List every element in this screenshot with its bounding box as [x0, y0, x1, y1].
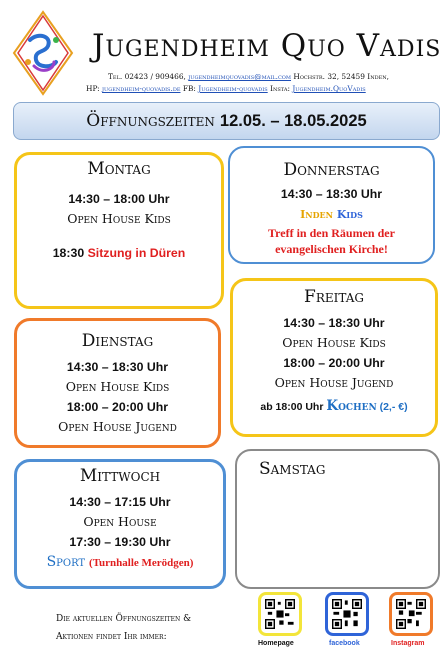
event-name: Open House Kids — [282, 335, 386, 350]
time-slot: 14:30 – 18:30 Uhr — [283, 316, 385, 330]
note-line: Treff in den Räumen der — [268, 226, 395, 240]
event-name — [230, 204, 433, 225]
event-name: Sitzung in Düren — [87, 246, 186, 260]
tel-label: Tel. — [108, 72, 123, 81]
footer-note-line: Aktionen findet Ihr immer: — [56, 632, 167, 642]
instagram-link[interactable]: Jugendheim.QuoVadis — [292, 84, 366, 93]
event-name-part: Inden — [300, 208, 333, 221]
hp-label: HP: — [86, 84, 100, 93]
qr-code-facebook[interactable] — [325, 592, 369, 636]
tel-number: 02423 / 909466, — [124, 72, 186, 81]
time-slot: ab 18:00 Uhr — [260, 401, 324, 413]
event-line — [17, 243, 221, 263]
day-name: Donnerstag — [283, 160, 380, 180]
insta-label: Insta: — [270, 84, 290, 93]
time-slot: 18:00 – 20:00 Uhr — [283, 356, 385, 370]
time-slot: 18:00 – 20:00 Uhr — [66, 400, 169, 414]
event-name: Open House Kids — [67, 211, 171, 226]
day-card-mittwoch — [14, 459, 226, 589]
banner-label: Öffnungszeiten — [86, 111, 215, 131]
qr-code-instagram[interactable] — [389, 592, 433, 636]
contact-line-1 — [108, 72, 389, 81]
note-line: evangelischen Kirche! — [275, 242, 388, 256]
event-name: Open House Jugend — [274, 375, 394, 390]
event-name: Kochen — [326, 398, 377, 414]
opening-hours-banner — [13, 102, 440, 140]
time-slot: 14:30 – 18:30 Uhr — [280, 187, 383, 201]
location: (Turnhalle Merödgen) — [89, 557, 194, 569]
footer-note-line: Die aktuellen Öffnungszeiten & — [56, 614, 192, 624]
day-card-dienstag — [14, 318, 221, 448]
fb-label: FB: — [182, 84, 196, 93]
time-slot: 18:30 — [52, 246, 85, 260]
day-name: Mittwoch — [79, 466, 161, 486]
page-title: Jugendheim Quo Vadis — [92, 28, 442, 64]
event-name: Open House Jugend — [58, 419, 177, 434]
event-name: Sport — [46, 554, 86, 570]
event-name: Open House — [83, 514, 157, 529]
event-name-part: Kids — [336, 208, 363, 221]
facebook-link[interactable]: Jugendheim-quovadis — [198, 84, 268, 93]
event-name: Open House Kids — [65, 379, 170, 394]
event-line — [17, 552, 223, 573]
logo-icon — [12, 10, 74, 96]
qr-label-instagram: Instagram — [391, 640, 425, 647]
qr-code-homepage[interactable] — [258, 592, 302, 636]
time-slot: 14:30 – 17:15 Uhr — [69, 495, 171, 509]
day-card-donnerstag — [228, 146, 435, 264]
contact-line-2 — [86, 84, 366, 93]
address: Hochstr. 32, 52459 Inden, — [293, 72, 389, 81]
qr-code-icon — [332, 599, 362, 629]
day-name: Samstag — [259, 459, 326, 479]
qr-label-homepage: Homepage — [258, 640, 294, 647]
day-name: Freitag — [304, 287, 364, 307]
footer-note — [56, 610, 191, 646]
day-card-freitag — [230, 278, 438, 437]
day-card-montag — [14, 152, 224, 309]
banner-dates: 12.05. – 18.05.2025 — [219, 111, 367, 130]
qr-code-icon — [265, 599, 295, 629]
event-line — [233, 393, 435, 420]
day-card-samstag — [235, 449, 440, 589]
time-slot: 17:30 – 19:30 Uhr — [69, 535, 171, 549]
day-name: Montag — [87, 159, 151, 179]
homepage-link[interactable]: jugendheim-quovadis.de — [102, 84, 181, 93]
time-slot: 14:30 – 18:30 Uhr — [66, 360, 169, 374]
day-name: Dienstag — [81, 331, 154, 351]
qr-label-facebook: facebook — [329, 640, 360, 647]
time-slot: 14:30 – 18:00 Uhr — [68, 192, 170, 206]
price: (2,- €) — [379, 401, 408, 413]
qr-code-icon — [396, 599, 426, 629]
email-link[interactable]: jugendheimquovadis@mail.com — [188, 72, 292, 81]
